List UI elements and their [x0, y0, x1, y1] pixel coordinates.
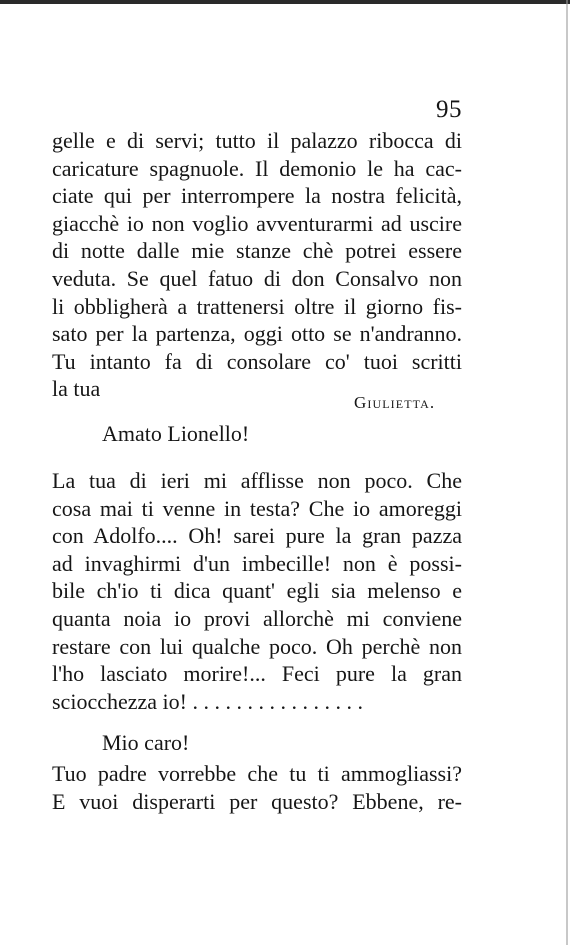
text-line: Tuo padre vorrebbe che tu ti ammogliassi? [52, 761, 462, 786]
text-line: La tua di ieri mi afflisse non poco. Che [52, 468, 462, 493]
text-line: Tu intanto fa di consolare co' tuoi scritti [52, 348, 462, 374]
text-line: restare con lui qualche poco. Oh perchè non [52, 633, 462, 659]
letter-salutation: Mio caro! [102, 730, 190, 755]
text-line: sato per la partenza, oggi otto se n'andranno. [52, 321, 462, 347]
text-line: di notte dalle mie stanze chè potrei essere [52, 238, 462, 264]
text-line: quanta noia io provi allorchè mi conviene [52, 605, 462, 631]
letter-salutation: Amato Lionello! [102, 421, 250, 446]
letter-ending-paragraph [52, 127, 462, 403]
text-line: l'ho lasciato morire!... Feci pure la gran [52, 661, 462, 687]
text-line: ad invaghirmi d'un imbecille! non è possi- [52, 550, 462, 576]
text-line: la tua [52, 376, 101, 402]
letter-signature: Giulietta. [354, 393, 436, 412]
text-line: gelle e di servi; tutto il palazzo ribocca di [52, 128, 462, 153]
text-line: caricature spagnuole. Il demonio le ha cac- [52, 155, 462, 181]
page-right-edge [566, 0, 568, 945]
text-line: con Adolfo.... Oh! sarei pure la gran pazza [52, 523, 462, 549]
text-line: E vuoi disperarti per questo? Ebbene, re- [52, 788, 462, 814]
text-line: ciate qui per interrompere la nostra felicità, [52, 183, 462, 209]
letter-paragraph [52, 760, 462, 815]
letter-paragraph [52, 467, 462, 715]
text-line: cosa mai ti venne in testa? Che io amoreggi [52, 495, 462, 521]
text-line: veduta. Se quel fatuo di don Consalvo non [52, 265, 462, 291]
page-top-edge [0, 0, 570, 4]
text-line: sciocchezza io! . . . . . . . . . . . . . . . . [52, 688, 363, 714]
page-number: 95 [436, 96, 462, 123]
text-line: giacchè io non voglio avventurarmi ad uscire [52, 210, 462, 236]
text-line: li obbligherà a trattenersi oltre il giorno fis- [52, 293, 462, 319]
text-line: bile ch'io ti dica quant' egli sia melenso e [52, 578, 462, 604]
